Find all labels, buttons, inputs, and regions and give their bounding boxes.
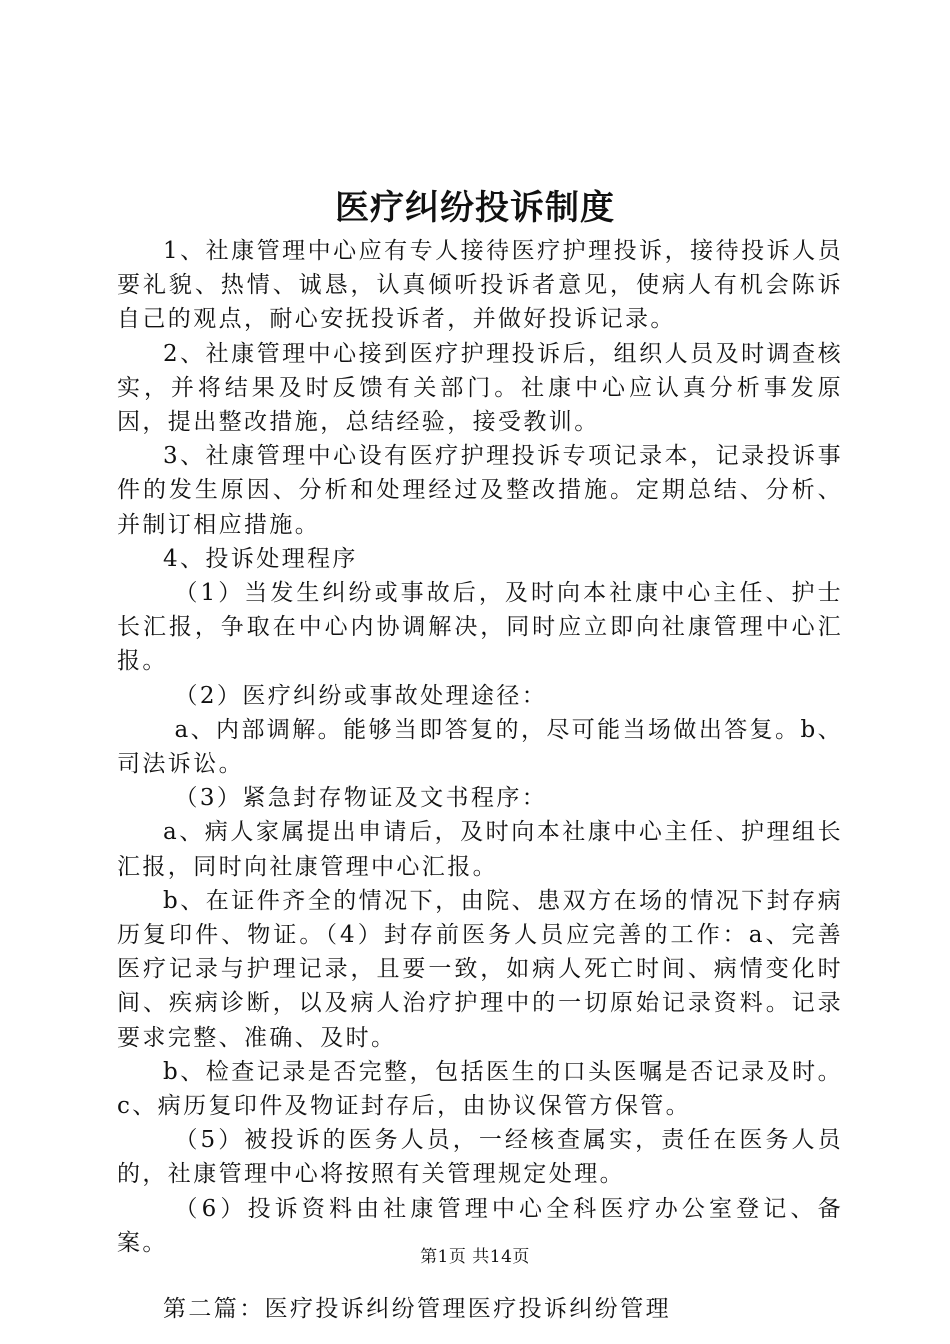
- paragraph-4-3: （3）紧急封存物证及文书程序：: [174, 785, 548, 812]
- paragraph-4-4-bc: b、检查记录是否完整，包括医生的口头医嘱是否记录及时。c、病历复印件及物证封存后，由协议保管方保管。: [117, 1058, 843, 1120]
- paragraph-4-6: （6）投诉资料由社康管理中心全科医疗办公室登记、备案。: [117, 1195, 843, 1256]
- paragraph-4-heading: 4、投诉处理程序: [163, 545, 358, 572]
- paragraph-4-2: （2）医疗纠纷或事故处理途径：: [174, 682, 548, 709]
- paragraph-4-3-a: a、病人家属提出申请后，及时向本社康中心主任、护理组长汇报，同时向社康管理中心汇报。: [117, 819, 843, 880]
- second-section-heading: 第二篇：医疗投诉纠纷管理医疗投诉纠纷管理: [163, 1296, 671, 1323]
- paragraph-3: 3、社康管理中心设有医疗护理投诉专项记录本，记录投诉事件的发生原因、分析和处理经过及整改措施。定期总结、分析、并制订相应措施。: [117, 443, 843, 538]
- paragraph-4-1: （1）当发生纠纷或事故后，及时向本社康中心主任、护士长汇报，争取在中心内协调解决，同时应立即向社康管理中心汇报。: [117, 580, 843, 675]
- paragraph-1: 1、社康管理中心应有专人接待医疗护理投诉，接待投诉人员要礼貌、热情、诚恳，认真倾听投诉者意见，使病人有机会陈诉自己的观点，耐心安抚投诉者，并做好投诉记录。: [117, 238, 843, 333]
- paragraph-4-5: （5）被投诉的医务人员，一经核查属实，责任在医务人员的，社康管理中心将按照有关管理规定处理。: [117, 1127, 843, 1188]
- paragraph-4-2-ab: a、内部调解。能够当即答复的，尽可能当场做出答复。b、司法诉讼。: [117, 716, 843, 778]
- paragraph-4-3-b: b、在证件齐全的情况下，由院、患双方在场的情况下封存病历复印件、物证。（4）封存前医务人员应完善的工作：a、完善医疗记录与护理记录，且要一致，如病人死亡时间、病情变化时间、疾病诊断，以及病人治疗护理中的一切原始记录资料。记录要求完整、准确、及时。: [117, 887, 843, 1051]
- page-number-footer: 第1页 共14页: [420, 1247, 530, 1267]
- paragraph-2: 2、社康管理中心接到医疗护理投诉后，组织人员及时调查核实，并将结果及时反馈有关部门。社康中心应认真分析事发原因，提出整改措施，总结经验，接受教训。: [117, 340, 843, 436]
- document-title: 医疗纠纷投诉制度: [335, 188, 615, 228]
- document-body: [117, 234, 843, 1326]
